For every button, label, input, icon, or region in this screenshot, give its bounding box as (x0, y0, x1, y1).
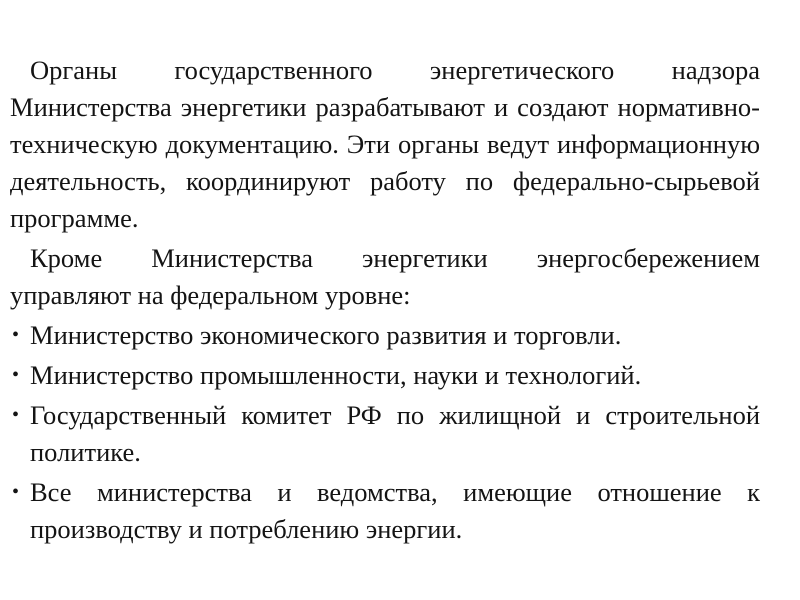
list-item-text: Министерство промышленности, науки и технологий. (30, 360, 642, 390)
list-item-text: Все министерства и ведомства, имеющие отношение к производству и потреблению энергии. (30, 477, 760, 544)
list-item (10, 397, 760, 471)
list-item (10, 317, 760, 354)
bullet-icon: • (12, 324, 20, 346)
list-item (10, 474, 760, 548)
bullet-icon: • (12, 364, 20, 386)
list-item-text: Государственный комитет РФ по жилищной и строительной политике. (30, 400, 760, 467)
ministries-list (10, 317, 760, 548)
paragraph-energy-oversight: Органы государственного энергетического надзора Министерства энергетики разрабатывают и создают нормативно-техническую документацию. Эти органы ведут информационную деятельность, координируют работу по федерально-сырьевой программе. (10, 55, 760, 233)
list-item (10, 357, 760, 394)
bullet-icon: • (12, 404, 20, 426)
bullet-icon: • (12, 481, 20, 503)
list-item-text: Министерство экономического развития и торговли. (30, 320, 622, 350)
paragraph-federal-management: Кроме Министерства энергетики энергосбережением управляют на федеральном уровне: (10, 243, 760, 310)
